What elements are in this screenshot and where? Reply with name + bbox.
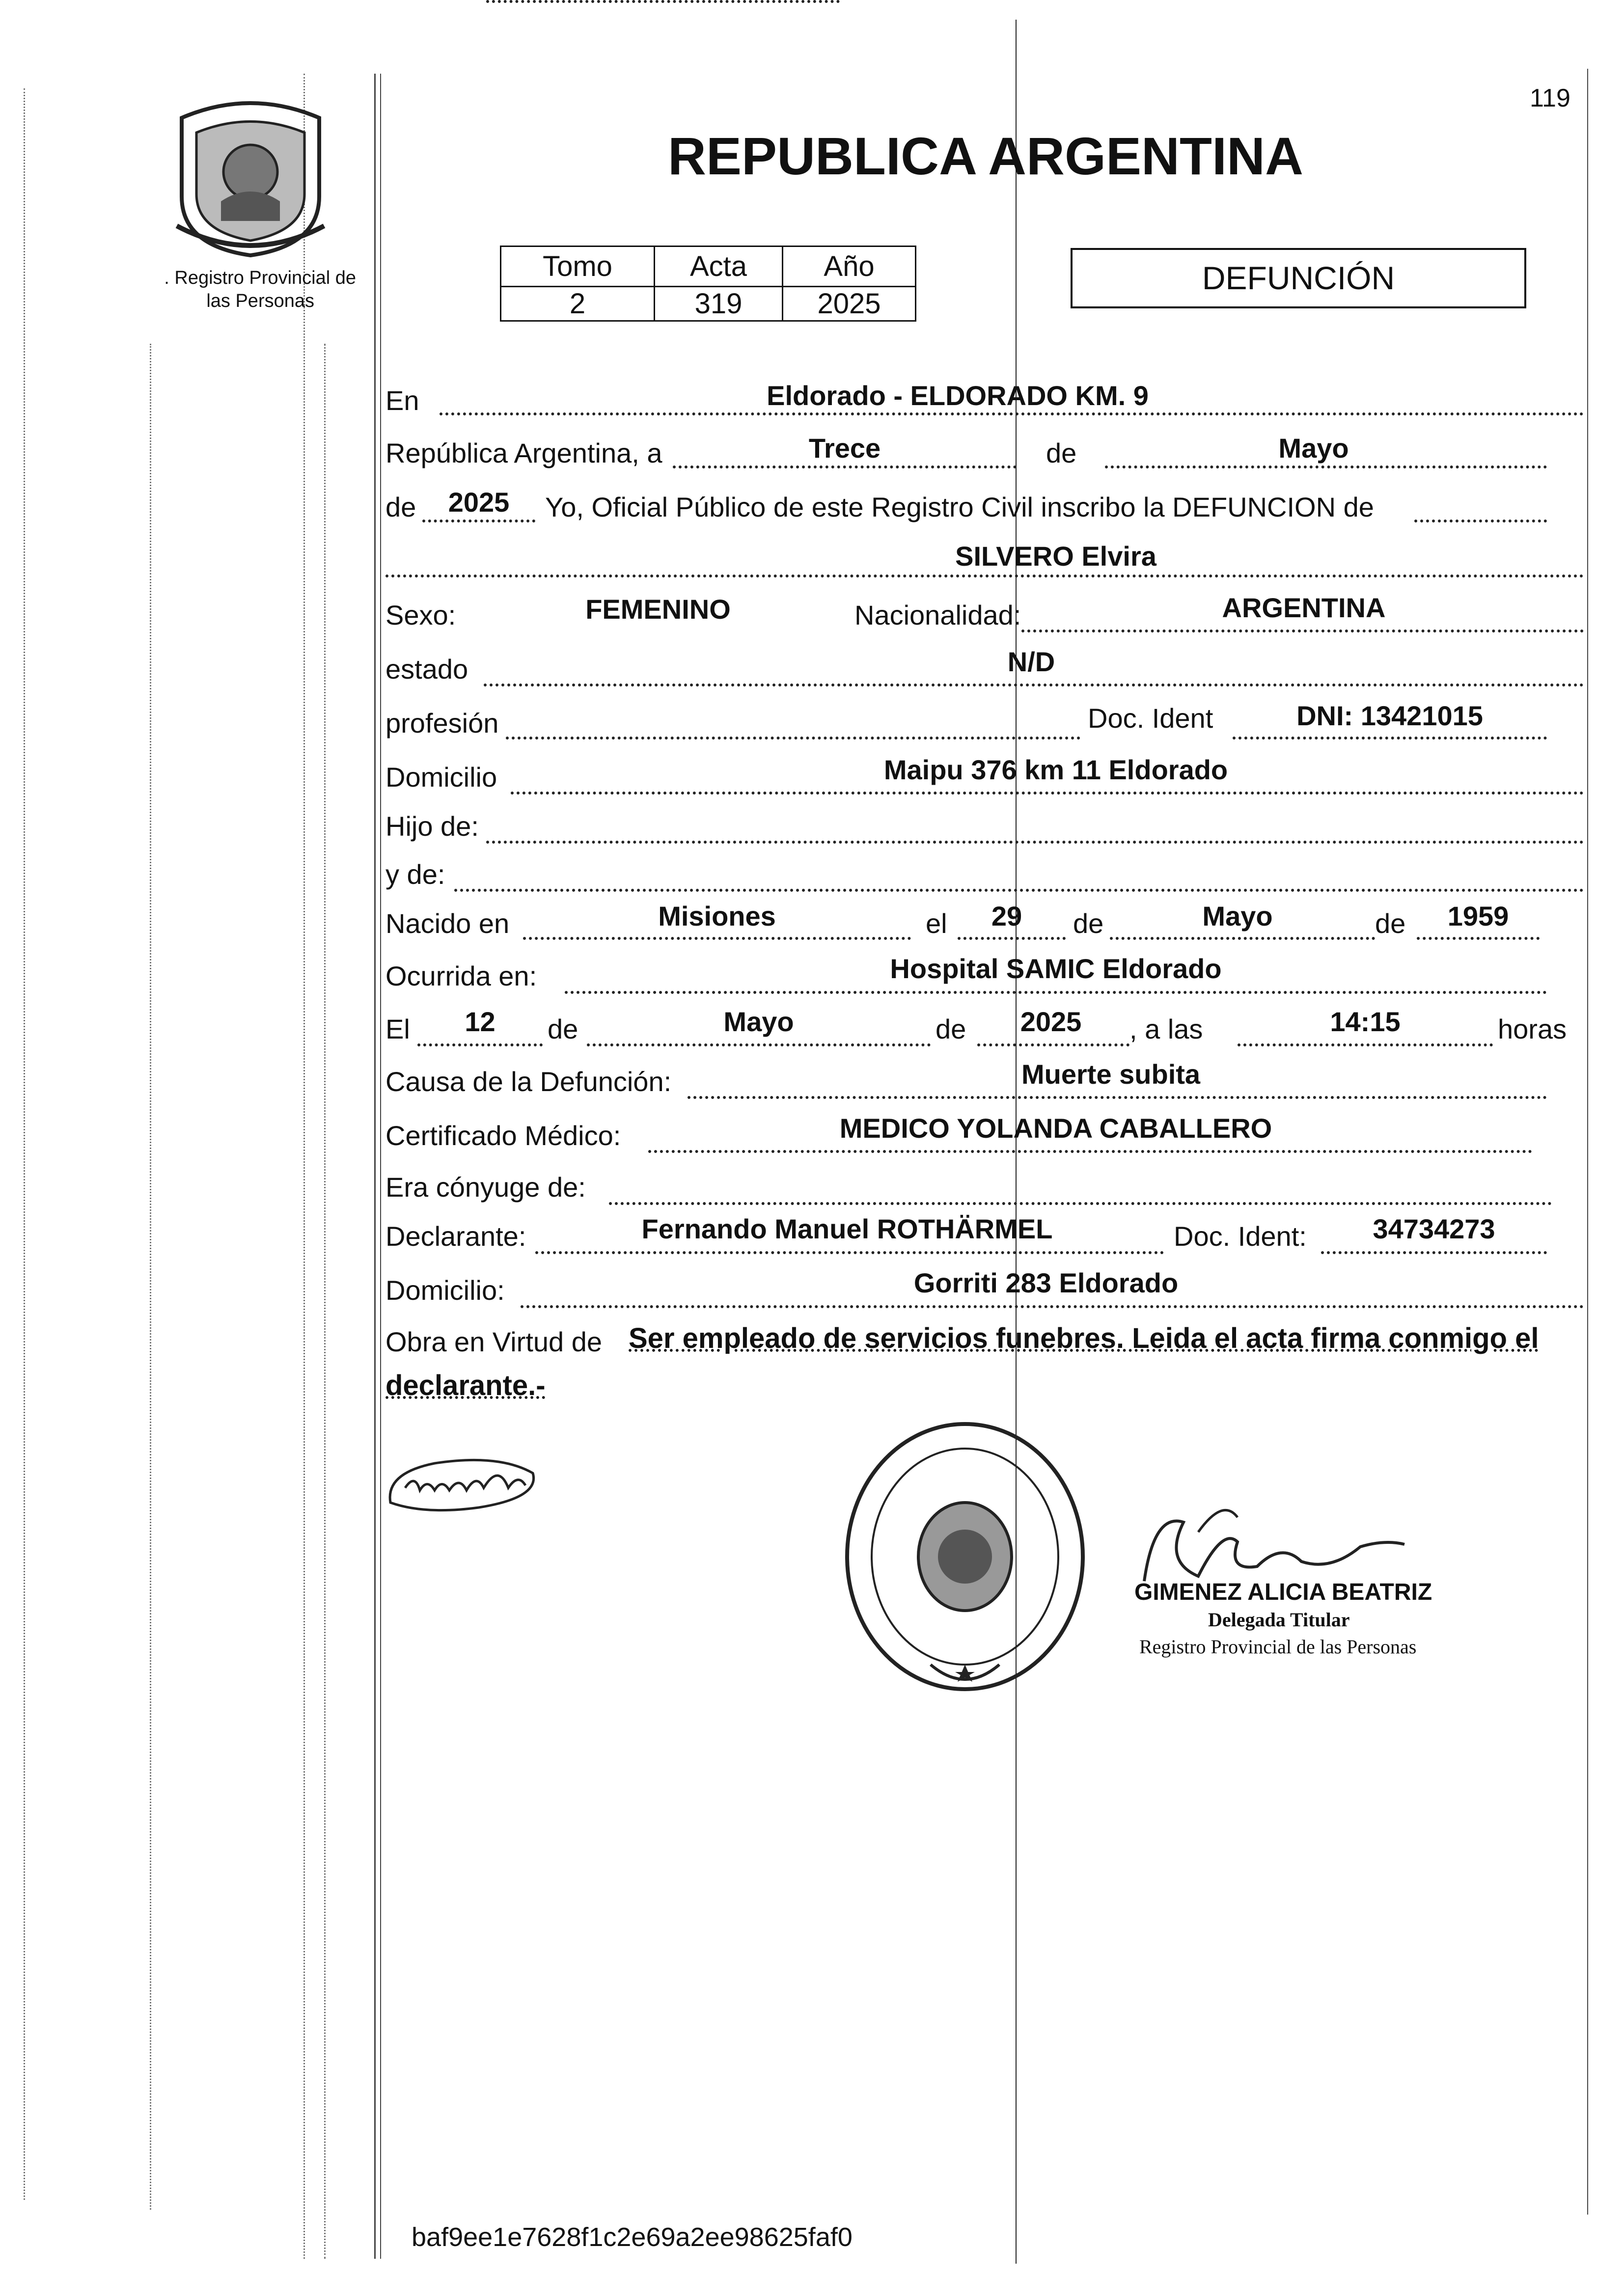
sexo-value: FEMENINO [585, 594, 731, 625]
anio-header: Año [783, 247, 916, 287]
anio-value: 2025 [783, 287, 916, 321]
official-stamp [837, 1409, 1093, 1724]
registry-line-1: . Registro Provincial de [164, 268, 356, 288]
emblem-icon [162, 98, 339, 260]
doc2-line [1321, 1251, 1547, 1254]
causa-label: Causa de la Defunción: [385, 1066, 672, 1097]
obra-label: Obra en Virtud de [385, 1326, 603, 1357]
nacionalidad-line [1021, 630, 1584, 632]
doc-line [1233, 737, 1547, 740]
nacionalidad-value: ARGENTINA [1222, 592, 1386, 623]
obra-line-2: declarante.- [385, 1370, 546, 1401]
horas-label: horas [1498, 1014, 1567, 1044]
hijo-line [486, 841, 1584, 844]
death-month-line [587, 1043, 931, 1046]
conyuge-line [609, 1202, 1552, 1205]
estado-label: estado [385, 654, 468, 685]
record-type-box: DEFUNCIÓN [1071, 248, 1526, 308]
causa-value: Muerte subita [1021, 1059, 1201, 1090]
birth-year-line [1417, 937, 1540, 940]
de2-label: de [385, 492, 416, 522]
day-words-line [673, 466, 1017, 468]
tomo-header: Tomo [501, 247, 655, 287]
ocurrida-line [565, 991, 1547, 994]
death-day-line [417, 1043, 543, 1046]
domicilio-line [511, 792, 1584, 795]
birth-month: Mayo [1202, 901, 1273, 932]
day-words: Trece [808, 433, 881, 464]
sexo-label: Sexo: [385, 600, 456, 630]
birth-year: 1959 [1447, 901, 1509, 932]
document-title: REPUBLICA ARGENTINA [668, 126, 1303, 186]
stamp-icon [837, 1409, 1093, 1724]
de6-label: de [936, 1014, 966, 1044]
acta-value: 319 [655, 287, 783, 321]
el-label: el [926, 908, 947, 939]
margin-dots-2 [150, 344, 151, 2210]
doc-value: DNI: 13421015 [1296, 700, 1483, 731]
doc2-label: Doc. Ident: [1174, 1221, 1307, 1252]
domicilio2-line [521, 1305, 1584, 1308]
domicilio-value: Maipu 376 km 11 Eldorado [883, 754, 1228, 785]
left-margin-line [374, 74, 376, 2259]
alas-label: , a las [1129, 1014, 1203, 1044]
estado-line [484, 684, 1584, 686]
nacido-line [523, 937, 911, 940]
page-number: 119 [1530, 84, 1570, 112]
en-line [440, 412, 1584, 415]
tomo-value: 2 [501, 287, 655, 321]
profesion-label: profesión [385, 708, 499, 739]
de5-label: de [548, 1014, 578, 1044]
registry-line-2: las Personas [206, 291, 314, 311]
en-label: En [385, 385, 419, 416]
deceased-line [385, 575, 1584, 577]
conyuge-label: Era cónyuge de: [385, 1172, 586, 1203]
de4-label: de [1375, 908, 1406, 939]
left-margin-line-inner [380, 74, 381, 2259]
death-day: 12 [465, 1006, 495, 1037]
profesion-line [506, 737, 1080, 740]
official-name: GIMENEZ ALICIA BEATRIZ [1134, 1579, 1432, 1605]
birth-day: 29 [991, 901, 1022, 932]
death-time: 14:15 [1330, 1006, 1401, 1037]
nacido-en: Misiones [658, 901, 776, 932]
ocurrida-value: Hospital SAMIC Eldorado [890, 953, 1222, 984]
statement: Yo, Oficial Público de este Registro Civil inscribo la DEFUNCION de [545, 492, 1374, 522]
province-emblem [162, 98, 339, 260]
domicilio2-label: Domicilio: [385, 1275, 505, 1306]
ocurrida-label: Ocurrida en: [385, 960, 537, 991]
doc-label: Doc. Ident [1088, 703, 1213, 734]
certificado-label: Certificado Médico: [385, 1120, 621, 1151]
signature-declarant-icon [381, 1444, 543, 1522]
de-label: de [1046, 438, 1077, 468]
year-line [422, 520, 535, 522]
death-year: 2025 [1020, 1006, 1082, 1037]
doc2-value: 34734273 [1373, 1213, 1495, 1244]
statement-line [1414, 520, 1547, 522]
official-title: Delegada Titular [1208, 1609, 1350, 1631]
acta-header: Acta [655, 247, 783, 287]
en-value: Eldorado - ELDORADO KM. 9 [767, 380, 1149, 411]
domicilio2-value: Gorriti 283 Eldorado [913, 1267, 1179, 1298]
causa-line [688, 1096, 1547, 1099]
certificado-line [648, 1150, 1532, 1153]
birth-day-line [958, 937, 1066, 940]
year: 2025 [448, 487, 510, 518]
el2-label: El [385, 1014, 410, 1044]
domicilio-label: Domicilio [385, 762, 497, 793]
death-month: Mayo [723, 1006, 794, 1037]
nacido-label: Nacido en [385, 908, 510, 939]
nacionalidad-label: Nacionalidad: [854, 600, 1021, 630]
yde-label: y de: [385, 859, 445, 890]
sexo-line [486, 0, 840, 3]
yde-line [454, 889, 1584, 892]
month-line [1105, 466, 1547, 468]
footer-hash: baf9ee1e7628f1c2e69a2ee98625faf0 [412, 2222, 853, 2252]
de3-label: de [1073, 908, 1104, 939]
declarante-label: Declarante: [385, 1221, 526, 1252]
margin-dots-4 [324, 344, 326, 2259]
death-time-line [1238, 1043, 1493, 1046]
record-table [500, 246, 916, 322]
declarante-line [535, 1251, 1164, 1254]
obra-line-1: Ser empleado de servicios funebres. Leida el acta firma conmigo el [629, 1322, 1539, 1354]
estado-value: N/D [1007, 646, 1055, 677]
declarante-value: Fernando Manuel ROTHÄRMEL [641, 1213, 1053, 1244]
margin-dots-3 [303, 74, 305, 2259]
right-margin-line [1587, 69, 1588, 2215]
birth-month-line [1110, 937, 1375, 940]
margin-dots-1 [24, 88, 25, 2200]
hijo-label: Hijo de: [385, 811, 479, 842]
month: Mayo [1278, 433, 1349, 464]
certificado-value: MEDICO YOLANDA CABALLERO [839, 1113, 1272, 1144]
deceased-name: SILVERO Elvira [955, 541, 1156, 572]
official-office: Registro Provincial de las Personas [1139, 1636, 1417, 1658]
republica-label: República Argentina, a [385, 438, 662, 468]
declarant-signature [381, 1444, 543, 1522]
death-year-line [977, 1043, 1129, 1046]
